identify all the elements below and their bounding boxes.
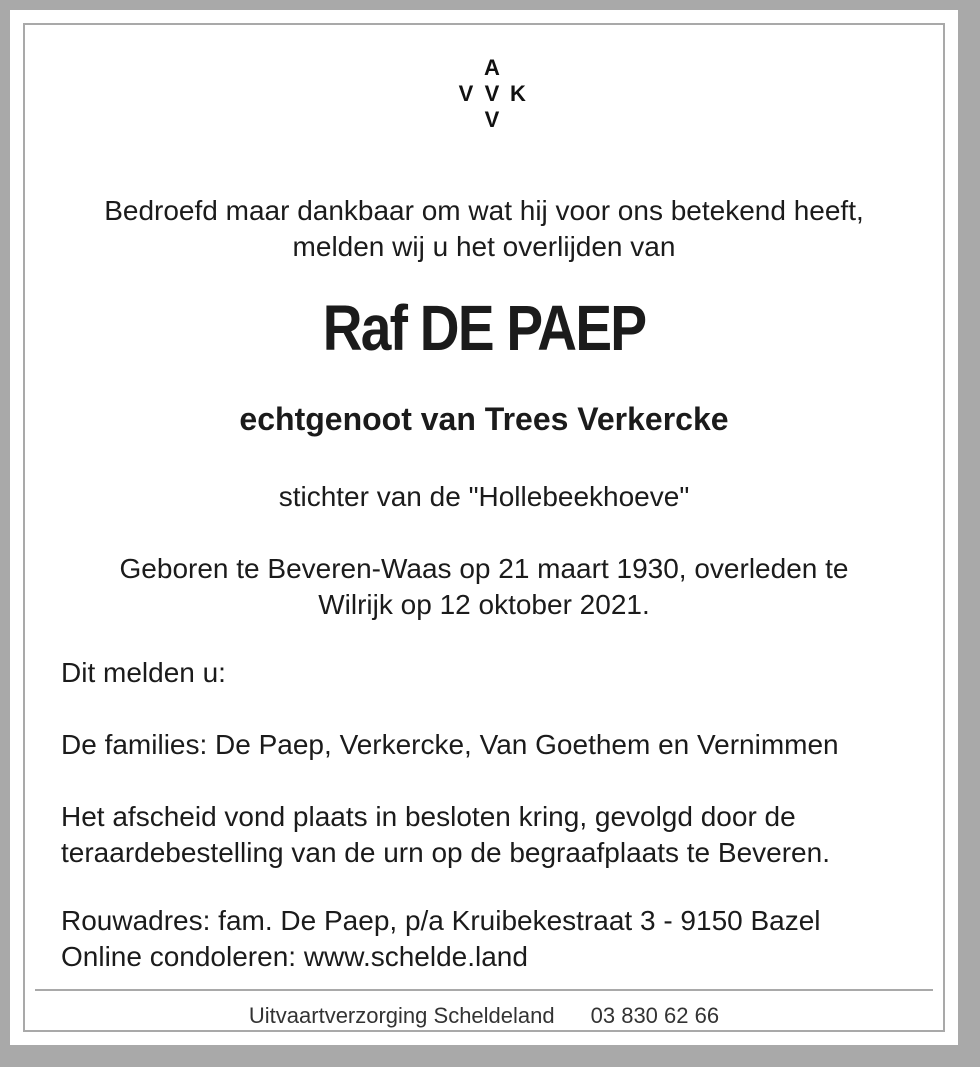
farewell-line-1: Het afscheid vond plaats in besloten kring, gevolgd door de (61, 801, 796, 832)
logo-letter-middle: V (484, 81, 500, 106)
avvk-cross-logo (25, 57, 943, 137)
announce-line: Dit melden u: (61, 657, 226, 688)
intro-line-2: melden wij u het overlijden van (292, 231, 676, 262)
obituary-frame (10, 10, 958, 1045)
deceased-name: Raf DE PAEP (322, 292, 646, 364)
funeral-company: Uitvaartverzorging Scheldeland (248, 1003, 555, 1028)
intro-line-1: Bedroefd maar dankbaar om wat hij voor ons betekend heeft, (104, 195, 864, 226)
farewell-line-2: teraardebestelling van de urn op de begraafplaats te Beveren. (61, 837, 830, 868)
families-line: De families: De Paep, Verkercke, Van Goethem en Vernimmen (61, 729, 839, 760)
role-line: stichter van de "Hollebeekhoeve" (278, 481, 690, 512)
logo-letter-bottom: V (484, 107, 500, 132)
condolences-line: Online condoleren: www.schelde.land (61, 941, 528, 972)
footer (25, 1002, 943, 1030)
funeral-phone: 03 830 62 66 (590, 1003, 720, 1028)
logo-letter-right: K (510, 81, 526, 106)
dates-line-2: Wilrijk op 12 oktober 2021. (318, 589, 650, 620)
dates-line-1: Geboren te Beveren-Waas op 21 maart 1930, overleden te (119, 553, 849, 584)
logo-letter-left: V (458, 81, 474, 106)
address-line: Rouwadres: fam. De Paep, p/a Kruibekestraat 3 - 9150 Bazel (61, 905, 821, 936)
spouse-line: echtgenoot van Trees Verkercke (239, 401, 729, 437)
logo-letter-top: A (484, 55, 500, 80)
footer-divider (35, 989, 933, 991)
obituary-card (23, 23, 945, 1032)
